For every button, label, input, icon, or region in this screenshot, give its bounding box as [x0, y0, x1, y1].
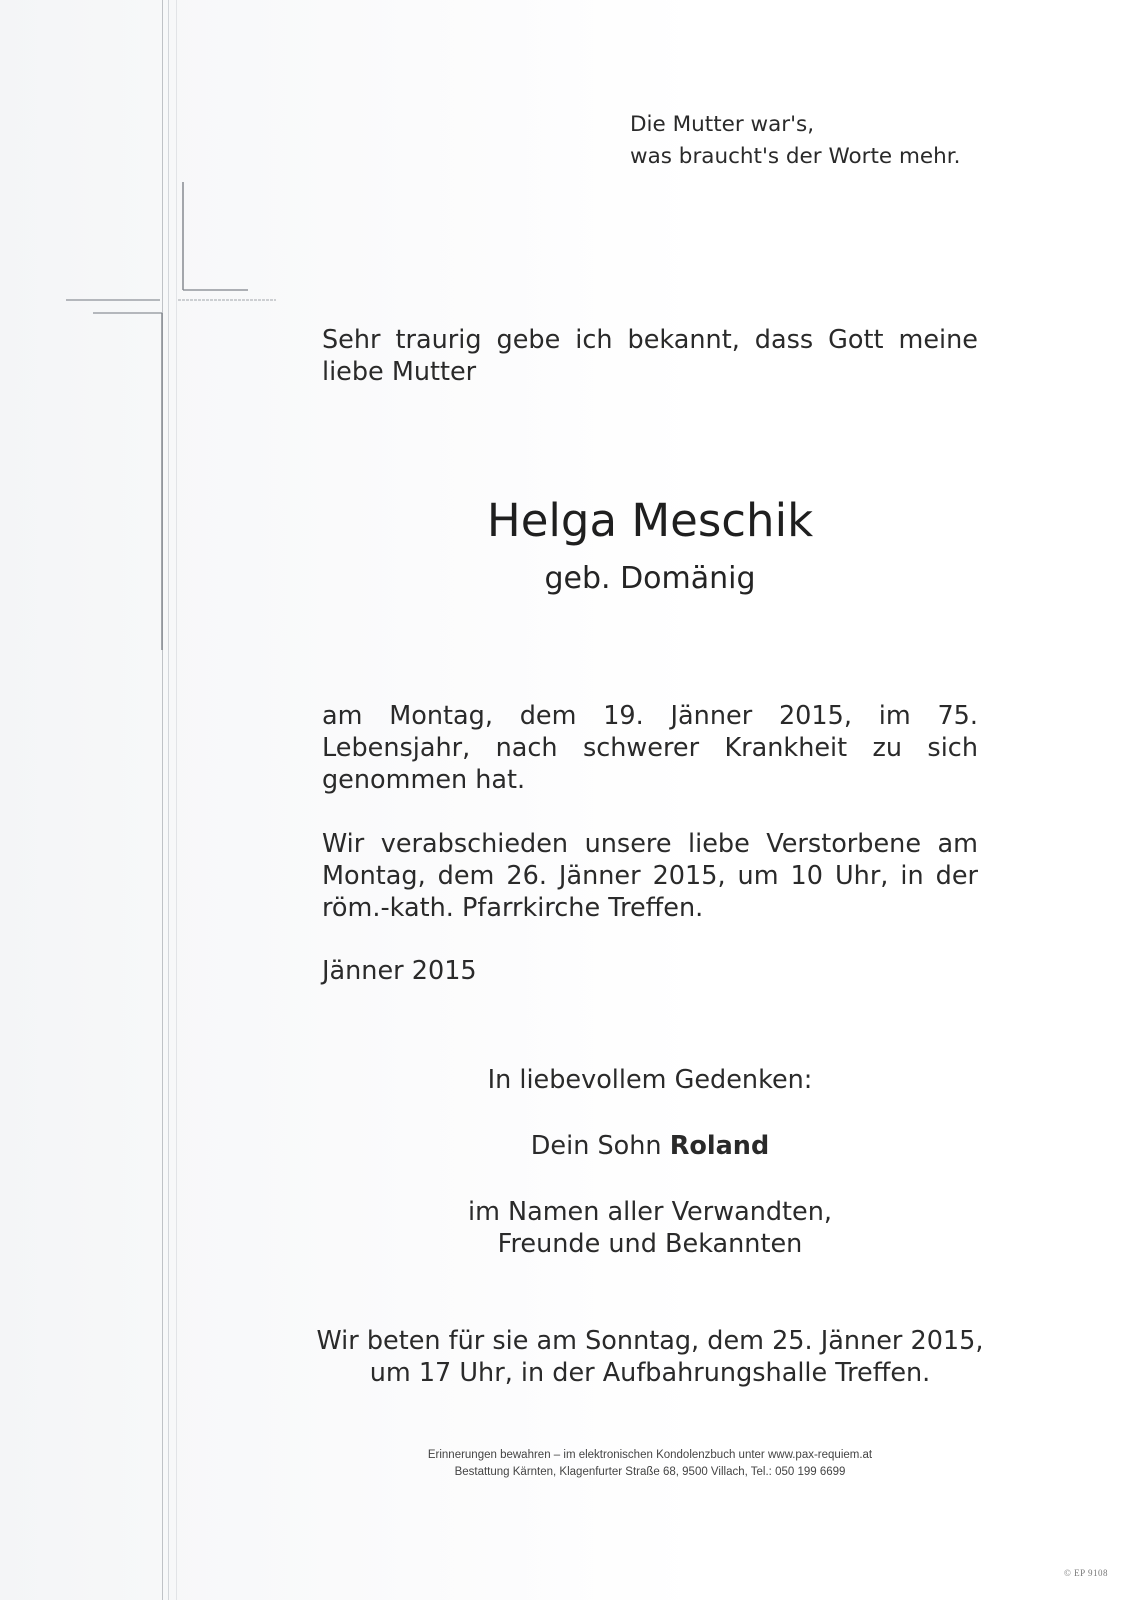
maiden-name: geb. Domänig [544, 561, 756, 596]
announcement-intro: Sehr traurig gebe ich bekannt, dass Gott meine liebe Mutter [322, 325, 978, 387]
memory-heading: In liebevollem Gedenken: [487, 1065, 813, 1095]
motto-line: was braucht's der Worte mehr. [630, 144, 961, 169]
son-name: Roland [669, 1131, 770, 1161]
footer-condolence-line: Erinnerungen bewahren – im elektronischen Kondolenzbuch unter www.pax-requiem.at [427, 1449, 873, 1461]
prayer-notice [300, 1325, 1000, 1389]
prayer-line: um 17 Uhr, in der Aufbahrungshalle Treffen. [369, 1358, 931, 1388]
footer-address-line: Bestattung Kärnten, Klagenfurter Straße 68, 9500 Villach, Tel.: 050 199 6699 [454, 1466, 846, 1478]
dateline: Jänner 2015 [322, 956, 477, 986]
motto-line: Die Mutter war's, [630, 112, 815, 137]
cross-icon [0, 0, 300, 700]
relatives-line: im Namen aller Verwandten, [467, 1197, 833, 1227]
prayer-line: Wir beten für sie am Sonntag, dem 25. Jänner 2015, [316, 1326, 984, 1356]
relatives-line: Freunde und Bekannten [497, 1229, 803, 1259]
death-notice: am Montag, dem 19. Jänner 2015, im 75. Lebensjahr, nach schwerer Krankheit zu sich genommen hat. [322, 701, 978, 795]
relatives-block [300, 1196, 1000, 1260]
print-code: © EP 9108 [1063, 1568, 1108, 1578]
motto [630, 109, 960, 173]
farewell-notice: Wir verabschieden unsere liebe Verstorbene am Montag, dem 26. Jänner 2015, um 10 Uhr, in der röm.-kath. Pfarrkirche Treffen. [322, 829, 978, 923]
deceased-name: Helga Meschik [486, 494, 814, 547]
son-line [300, 1130, 1000, 1162]
son-prefix: Dein Sohn [530, 1131, 670, 1161]
